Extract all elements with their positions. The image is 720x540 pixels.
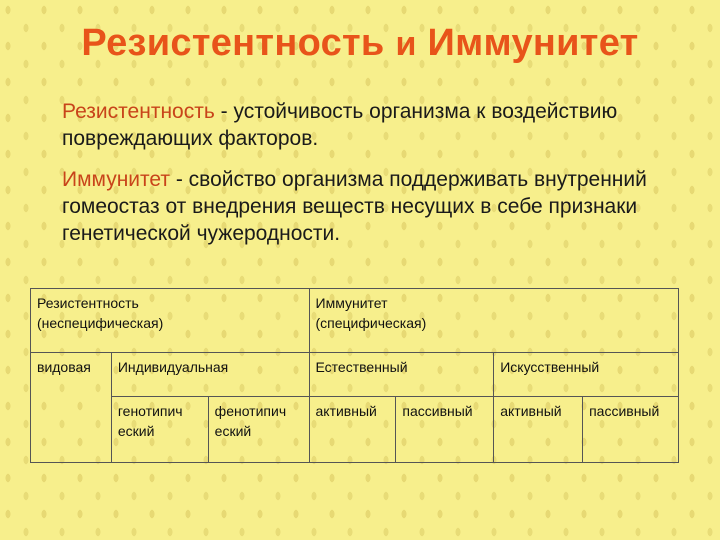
definition-term: Иммунитет <box>62 168 171 191</box>
cell-artificial: Искусственный <box>494 353 679 397</box>
cell-species: видовая <box>31 353 112 463</box>
table-row <box>31 289 679 353</box>
resistance-label: Резистентность <box>37 295 139 311</box>
immunity-label: Иммунитет <box>315 295 388 311</box>
cell-natural-active: активный <box>309 397 396 463</box>
cell-artificial-passive: пассивный <box>583 397 679 463</box>
immunity-qualifier: (специфическая) <box>315 315 427 331</box>
cell-phenotypic: фенотипич еский <box>208 397 309 463</box>
cell-individual: Индивидуальная <box>111 353 309 397</box>
resistance-qualifier: (неспецифическая) <box>37 315 164 331</box>
definition-term: Резистентность <box>62 100 215 123</box>
title-part1: Резистентность <box>81 22 385 64</box>
cell-genotypic: генотипич еский <box>111 397 208 463</box>
classification-table <box>30 288 679 463</box>
cell-artificial-active: активный <box>494 397 583 463</box>
slide-title <box>0 22 720 65</box>
table-row <box>31 397 679 463</box>
title-part2: Иммунитет <box>427 22 639 64</box>
cell-natural-passive: пассивный <box>396 397 494 463</box>
cell-natural: Естественный <box>309 353 494 397</box>
definition-immunity <box>62 166 682 247</box>
definition-resistance <box>62 98 682 152</box>
cell-resistance <box>31 289 310 353</box>
definition-text: - устойчивость организма к воздействию повреждающих факторов. <box>62 100 618 150</box>
cell-immunity <box>309 289 679 353</box>
table-row <box>31 353 679 397</box>
definition-text: - свойство организма поддерживать внутренний гомеостаз от внедрения веществ несущих в себе признаки генетической чужеродности. <box>62 168 647 245</box>
title-conjunction: и <box>395 25 417 63</box>
